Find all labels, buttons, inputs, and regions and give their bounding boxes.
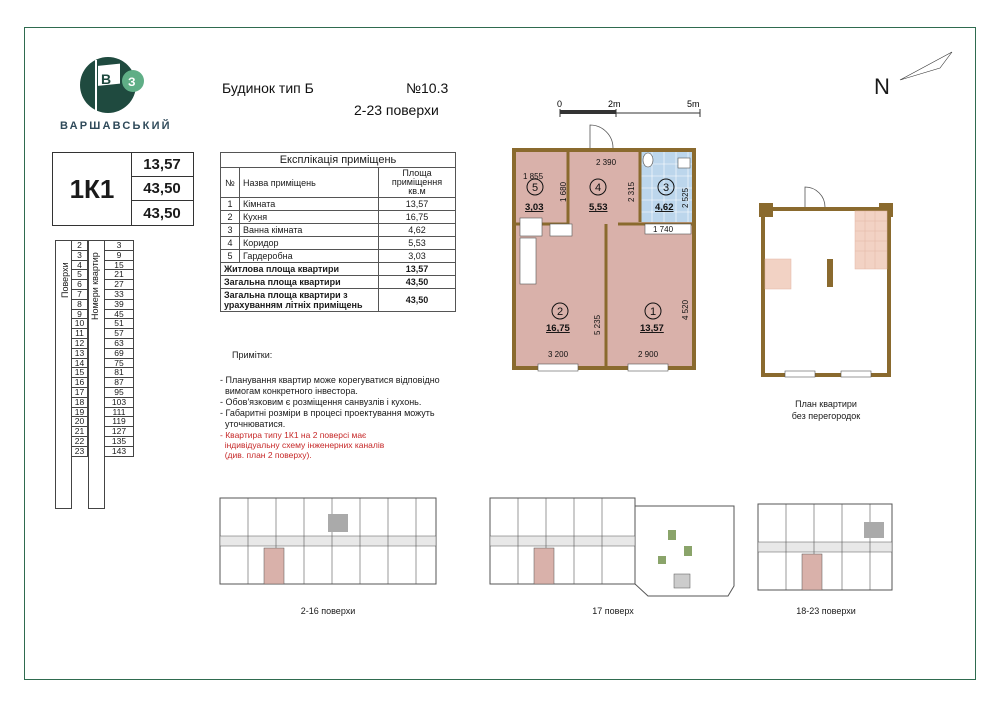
apartment-number-cell: 57 bbox=[105, 329, 134, 339]
total-area-value: 43,50 bbox=[131, 177, 193, 201]
explication-title: Експлікація приміщень bbox=[221, 153, 456, 168]
room-area-cell: 4,62 bbox=[379, 224, 456, 237]
apartment-number-cell: 51 bbox=[105, 319, 134, 329]
floor-cell: 12 bbox=[72, 338, 88, 348]
room-number-cell: 1 bbox=[221, 198, 240, 211]
room-3-area: 4,62 bbox=[655, 202, 674, 213]
total-area-label: Загальна площа квартири bbox=[221, 276, 379, 289]
keyplan-label-18-23: 18-23 поверхи bbox=[796, 606, 856, 616]
summer-area-total: 43,50 bbox=[379, 289, 456, 312]
room-1-number: 1 bbox=[650, 306, 657, 318]
note-red-line: - Квартира типу 1К1 на 2 поверсі має bbox=[220, 430, 367, 440]
room-name-cell: Кухня bbox=[240, 211, 379, 224]
apartment-number-cell: 103 bbox=[105, 397, 134, 407]
apartment-number-cell: 39 bbox=[105, 299, 134, 309]
apartment-floor-plan bbox=[508, 120, 703, 380]
header-name: Назва приміщень bbox=[240, 168, 379, 198]
floor-cell: 20 bbox=[72, 417, 88, 427]
explication-row bbox=[221, 250, 456, 263]
note-line: уточнюватися. bbox=[220, 419, 286, 429]
dim-bath-width: 1 740 bbox=[653, 225, 674, 234]
keyplan-floors-18-23 bbox=[756, 502, 896, 597]
room-1-area: 13,57 bbox=[640, 323, 664, 334]
explication-row bbox=[221, 224, 456, 237]
apartment-number-cell: 15 bbox=[105, 260, 134, 270]
note-red-line: індивідуальну схему інженерних каналів bbox=[220, 440, 385, 450]
floor-cell: 21 bbox=[72, 427, 88, 437]
floor-cell: 4 bbox=[72, 260, 88, 270]
floor-cell: 7 bbox=[72, 289, 88, 299]
room-4-area: 5,53 bbox=[589, 202, 608, 213]
open-plan-caption bbox=[763, 398, 889, 422]
apartment-code: 1К1 bbox=[53, 153, 132, 225]
living-area-label: Житлова площа квартири bbox=[221, 263, 379, 276]
floor-cell: 13 bbox=[72, 348, 88, 358]
floor-cell: 15 bbox=[72, 368, 88, 378]
room-number-cell: 2 bbox=[221, 211, 240, 224]
floor-cell: 9 bbox=[72, 309, 88, 319]
keyplan-floor-17 bbox=[488, 496, 738, 601]
apartment-number-cell: 135 bbox=[105, 436, 134, 446]
floor-cell: 17 bbox=[72, 387, 88, 397]
scale-bar bbox=[550, 98, 710, 120]
living-area-row bbox=[221, 263, 456, 276]
explication-table bbox=[220, 152, 456, 312]
floor-range: 2-23 поверхи bbox=[354, 102, 439, 118]
apartment-number-cell: 63 bbox=[105, 338, 134, 348]
apartment-number-cell: 21 bbox=[105, 270, 134, 280]
explication-row bbox=[221, 237, 456, 250]
room-area-cell: 5,53 bbox=[379, 237, 456, 250]
floor-cell: 18 bbox=[72, 397, 88, 407]
header-number: № bbox=[221, 168, 240, 198]
apartment-number-cell: 69 bbox=[105, 348, 134, 358]
scale-label-0: 0 bbox=[557, 99, 563, 109]
keyplan-floors-2-16 bbox=[218, 496, 438, 596]
room-2-area: 16,75 bbox=[546, 323, 570, 334]
apartment-number-cell: 119 bbox=[105, 417, 134, 427]
explication-row bbox=[221, 198, 456, 211]
floor-cell: 10 bbox=[72, 319, 88, 329]
room-number-cell: 5 bbox=[221, 250, 240, 263]
apartment-number-cell: 9 bbox=[105, 250, 134, 260]
keyplan-label-17: 17 поверх bbox=[592, 606, 634, 616]
dim-room-height: 4 520 bbox=[681, 299, 690, 320]
north-label: N bbox=[874, 74, 890, 99]
room-name-cell: Кімната bbox=[240, 198, 379, 211]
numbers-column bbox=[104, 240, 134, 457]
apartment-number-cell: 3 bbox=[105, 241, 134, 251]
dim-kitchen-height: 5 235 bbox=[593, 314, 602, 335]
note-line: - Планування квартир може корегуватися відповідно bbox=[220, 375, 440, 385]
floor-cell: 8 bbox=[72, 299, 88, 309]
scale-label-2m: 2m bbox=[608, 99, 621, 109]
floor-cell: 11 bbox=[72, 329, 88, 339]
note-line: - Габаритні розміри в процесі проектування можуть bbox=[220, 408, 435, 418]
room-area-cell: 3,03 bbox=[379, 250, 456, 263]
room-name-cell: Гардеробна bbox=[240, 250, 379, 263]
house-type: Будинок тип Б bbox=[222, 80, 314, 96]
floor-cell: 6 bbox=[72, 280, 88, 290]
floor-cell: 22 bbox=[72, 436, 88, 446]
scale-label-5m: 5m bbox=[687, 99, 700, 109]
apartment-number-cell: 143 bbox=[105, 446, 134, 456]
apartment-number-cell: 45 bbox=[105, 309, 134, 319]
room-area-cell: 16,75 bbox=[379, 211, 456, 224]
dim-corridor-height: 2 315 bbox=[627, 181, 636, 202]
keyplan-label-2-16: 2-16 поверхи bbox=[300, 606, 356, 616]
house-number: №10.3 bbox=[406, 80, 449, 96]
floors-label-cell bbox=[55, 240, 72, 509]
notes-title: Примітки: bbox=[232, 350, 273, 360]
numbers-label-cell bbox=[88, 240, 105, 509]
total-area-row bbox=[221, 276, 456, 289]
floor-cell: 5 bbox=[72, 270, 88, 280]
explication-row bbox=[221, 211, 456, 224]
dim-bottom-left: 3 200 bbox=[548, 350, 569, 359]
summer-area-row bbox=[221, 289, 456, 312]
apartment-number-cell: 75 bbox=[105, 358, 134, 368]
apartment-number-cell: 127 bbox=[105, 427, 134, 437]
svg-text:В: В bbox=[101, 71, 112, 87]
room-3-number: 3 bbox=[663, 182, 670, 194]
room-number-cell: 3 bbox=[221, 224, 240, 237]
floor-cell: 23 bbox=[72, 446, 88, 456]
apartment-number-cell: 33 bbox=[105, 289, 134, 299]
header-area: Площа приміщення кв.м bbox=[379, 168, 456, 198]
open-floor-plan bbox=[755, 185, 895, 385]
living-area-value: 13,57 bbox=[131, 153, 193, 177]
open-plan-caption-line1: План квартири bbox=[795, 399, 857, 409]
note-line: вимогам конкретного інвестора. bbox=[220, 386, 358, 396]
floor-cell: 14 bbox=[72, 358, 88, 368]
dim-wardrobe-height: 1 680 bbox=[559, 181, 568, 202]
room-5-number: 5 bbox=[532, 182, 539, 194]
room-area-cell: 13,57 bbox=[379, 198, 456, 211]
floor-cell: 2 bbox=[72, 241, 88, 251]
dim-wardrobe-width: 1 855 bbox=[523, 172, 544, 181]
floor-cell: 3 bbox=[72, 250, 88, 260]
note-line: - Обов'язковим є розміщення санвузлів і кухонь. bbox=[220, 397, 422, 407]
floor-cell: 16 bbox=[72, 378, 88, 388]
room-5-area: 3,03 bbox=[525, 202, 544, 213]
room-name-cell: Коридор bbox=[240, 237, 379, 250]
floors-column bbox=[71, 240, 88, 457]
apartment-number-cell: 27 bbox=[105, 280, 134, 290]
brand-name: ВАРШАВСЬКИЙ bbox=[60, 120, 172, 132]
apartment-number-cell: 87 bbox=[105, 378, 134, 388]
summer-area-label: Загальна площа квартири з урахуванням літніх приміщень bbox=[221, 289, 379, 312]
note-red-line: (див. план 2 поверху). bbox=[220, 450, 312, 460]
svg-text:З: З bbox=[128, 75, 136, 89]
open-plan-caption-line2: без перегородок bbox=[791, 411, 861, 421]
total-area-total: 43,50 bbox=[379, 276, 456, 289]
brand-logo bbox=[78, 48, 162, 122]
apartment-number-cell: 81 bbox=[105, 368, 134, 378]
dim-top: 2 390 bbox=[596, 158, 617, 167]
room-number-cell: 4 bbox=[221, 237, 240, 250]
room-name-cell: Ванна кімната bbox=[240, 224, 379, 237]
floors-label: Поверхи bbox=[60, 262, 70, 298]
apartment-number-cell: 95 bbox=[105, 387, 134, 397]
apartment-number-cell: 111 bbox=[105, 407, 134, 417]
room-2-number: 2 bbox=[557, 306, 564, 318]
dim-bath-height: 2 525 bbox=[681, 187, 690, 208]
living-area-total: 13,57 bbox=[379, 263, 456, 276]
total-summer-area-value: 43,50 bbox=[143, 204, 181, 222]
apartment-summary bbox=[52, 152, 194, 226]
dim-bottom-right: 2 900 bbox=[638, 350, 659, 359]
room-4-number: 4 bbox=[595, 182, 602, 194]
floor-cell: 19 bbox=[72, 407, 88, 417]
notes-block bbox=[220, 350, 440, 460]
apartment-numbers-label: Номери квартир bbox=[90, 252, 100, 320]
